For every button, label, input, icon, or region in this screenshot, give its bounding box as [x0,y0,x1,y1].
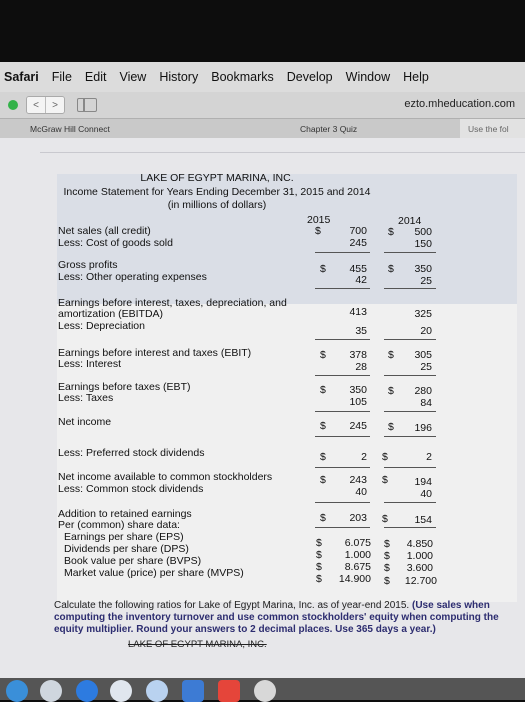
photos-icon[interactable] [254,680,276,702]
nav-buttons [26,96,65,114]
dollar-sign: $ [316,537,322,549]
row-label: Dividends per share (DPS) [64,543,189,555]
dollar-sign: $ [320,451,326,463]
statement-title: LAKE OF EGYPT MARINA, INC. [140,172,294,184]
row-label: Book value per share (BVPS) [64,555,202,567]
value-2015: 28 [355,361,367,373]
row-label: Market value (price) per share (MVPS) [64,567,244,579]
value-2014: 500 [414,226,432,238]
underline [315,411,370,412]
value-2014: 12.700 [404,575,437,587]
value-2015: 1.000 [344,549,371,561]
value-2015: 35 [355,325,367,337]
dollar-sign: $ [388,263,394,275]
row-label: Earnings before taxes (EBT) [58,381,191,393]
value-2014: 20 [420,325,432,337]
browser-toolbar [0,92,525,118]
dollar-sign: $ [382,474,388,486]
dollar-sign: $ [316,561,322,573]
underline [315,527,370,528]
underline [315,375,370,376]
underline [384,467,436,468]
app-icon[interactable] [110,680,132,702]
value-2014: 84 [420,397,432,409]
dollar-sign: $ [315,225,321,237]
menu-bookmarks[interactable]: Bookmarks [211,70,274,84]
dollar-sign: $ [382,513,388,525]
forward-button[interactable]: > [45,97,64,113]
row-label: Gross profits [58,259,118,271]
menu-safari[interactable]: Safari [4,70,39,84]
year-2015-header: 2015 [307,214,331,226]
underline [315,252,370,253]
value-2014: 194 [414,476,432,488]
safari-icon[interactable] [76,680,98,702]
value-2015: 203 [349,512,367,524]
underline [384,436,436,437]
value-2015: 105 [349,396,367,408]
tab-chapter-3-quiz[interactable]: Chapter 3 Quiz [300,124,358,134]
calendar-icon[interactable] [218,680,240,702]
dock [0,678,525,700]
underline [384,375,436,376]
dollar-sign: $ [320,349,326,361]
dollar-sign: $ [382,451,388,463]
value-2014: 280 [414,385,432,397]
address-bar[interactable]: ezto.mheducation.com [404,98,515,110]
dollar-sign: $ [320,512,326,524]
value-2014: 1.000 [406,550,433,562]
year-2014-header: 2014 [398,215,422,227]
row-label: Less: Taxes [58,392,114,404]
row-label: Less: Common stock dividends [58,483,204,495]
value-2015: 413 [349,306,367,318]
dollar-sign: $ [320,263,326,275]
value-2014: 350 [414,263,432,275]
launchpad-icon[interactable] [40,680,62,702]
menu-view[interactable]: View [119,70,147,84]
value-2015: 14.900 [338,573,371,585]
menu-develop[interactable]: Develop [286,70,333,84]
row-label: Less: Preferred stock dividends [58,447,205,459]
value-2015: 243 [349,474,367,486]
value-2015: 245 [349,420,367,432]
dollar-sign: $ [320,474,326,486]
value-2014: 2 [426,451,432,463]
underline [384,411,436,412]
underline [315,467,370,468]
app-store-icon[interactable] [182,680,204,702]
row-label: amortization (EBITDA) [58,308,164,320]
dollar-sign: $ [316,573,322,585]
value-2014: 25 [420,275,432,287]
statement-subtitle: Income Statement for Years Ending December 31, 2015 and 2014 [63,186,371,198]
menu-history[interactable]: History [159,70,199,84]
underline [384,288,436,289]
value-2014: 40 [420,488,432,500]
underline [315,436,370,437]
value-2014: 150 [414,238,432,250]
value-2015: 700 [349,225,367,237]
window-zoom-dot-icon[interactable] [8,100,18,110]
underline [384,502,436,503]
row-label: Addition to retained earnings [58,508,192,520]
second-table-title: LAKE OF EGYPT MARINA, INC. [128,639,267,650]
tab-mcgraw-hill-connect[interactable]: McGraw Hill Connect [30,124,110,134]
row-label: Per (common) share data: [58,519,180,531]
value-2014: 325 [414,308,432,320]
row-label: Net income [58,416,112,428]
underline [384,252,436,253]
value-2015: 8.675 [344,561,371,573]
value-2015: 6.075 [344,537,371,549]
underline [315,288,370,289]
menu-edit[interactable]: Edit [84,70,107,84]
value-2014: 305 [414,349,432,361]
mail-icon[interactable] [146,680,168,702]
back-button[interactable]: < [27,97,45,113]
value-2015: 245 [349,237,367,249]
value-2014: 25 [420,361,432,373]
value-2015: 378 [349,349,367,361]
dollar-sign: $ [384,550,390,562]
underline [384,339,436,340]
value-2014: 154 [414,514,432,526]
row-label: Less: Interest [58,358,122,370]
dollar-sign: $ [320,420,326,432]
row-label: Earnings before interest and taxes (EBIT) [58,347,252,359]
value-2014: 4.850 [406,538,433,550]
menu-help[interactable]: Help [403,70,429,84]
dollar-sign: $ [388,421,394,433]
dollar-sign: $ [388,226,394,238]
value-2014: 196 [414,422,432,434]
menu-file[interactable]: File [51,70,72,84]
dollar-sign: $ [384,538,390,550]
value-2015: 455 [349,263,367,275]
dollar-sign: $ [384,575,390,587]
dollar-sign: $ [388,385,394,397]
sidebar-toggle-icon[interactable] [77,98,97,112]
instructions-text: Calculate the following ratios for Lake of Egypt Marina, Inc. as of year-end 2015. [54,600,410,611]
row-label: Earnings per share (EPS) [64,531,184,543]
row-label: Less: Cost of goods sold [58,237,173,249]
dollar-sign: $ [320,384,326,396]
divider [40,152,525,153]
underline [384,527,436,528]
dollar-sign: $ [388,349,394,361]
dollar-sign: $ [384,562,390,574]
row-label: Less: Other operating expenses [58,271,207,283]
value-2015: 40 [355,486,367,498]
page-content [0,138,525,678]
value-2015: 2 [361,451,367,463]
statement-units: (in millions of dollars) [167,199,267,211]
finder-icon[interactable] [6,680,28,702]
tab-bar [0,118,525,139]
row-label: Net sales (all credit) [58,225,151,237]
menu-bar [0,62,525,92]
value-2014: 3.600 [406,562,433,574]
underline [315,339,370,340]
dollar-sign: $ [316,549,322,561]
question-instructions [54,600,524,636]
value-2015: 350 [349,384,367,396]
row-label: Net income available to common stockholders [58,471,273,483]
tab-use-the-following[interactable]: Use the fol [460,119,525,139]
value-2015: 42 [355,274,367,286]
row-label: Less: Depreciation [58,320,145,332]
instructions-bold-text: (Use sales when computing the inventory turnover and use common stockholders' equity when computing the equity multiplier. Round your answers to 2 decimal places. Use 365 days a year.) [54,600,499,635]
menu-window[interactable]: Window [345,70,391,84]
row-label: Earnings before interest, taxes, depreciation, and [58,297,287,309]
underline [315,502,370,503]
